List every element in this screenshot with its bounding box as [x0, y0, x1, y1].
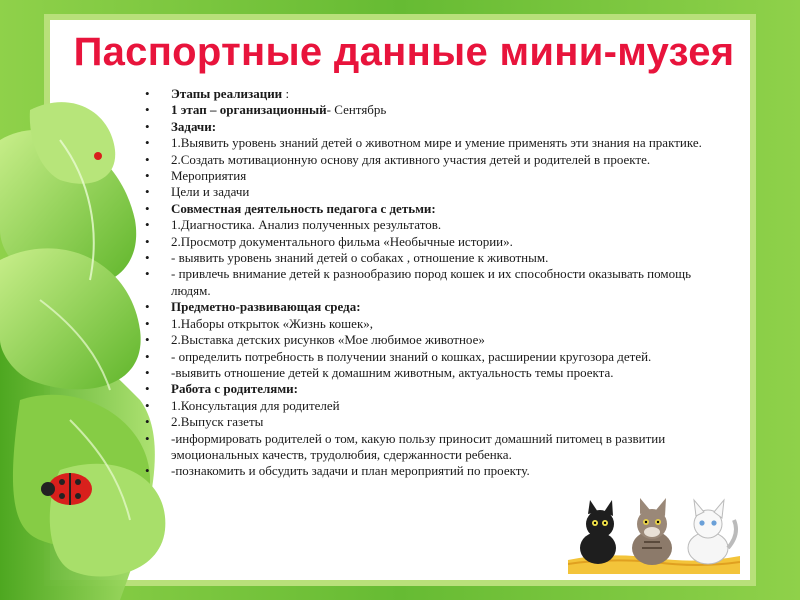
list-item: [145, 86, 730, 102]
list-item: [145, 135, 730, 151]
list-item-text: - определить потребность в получении знаний о кошках, расширении кругозора детей.: [171, 348, 652, 364]
list-item-text: - привлечь внимание детей к разнообразию пород кошек и их способности оказывать помощь людям.: [171, 266, 692, 298]
list-item: [145, 234, 730, 250]
list-item: [145, 119, 730, 135]
list-item-heading: Этапы реализации: [171, 86, 283, 101]
list-item: [145, 250, 730, 266]
list-item-text: 2.Выставка детских рисунков «Мое любимое животное»: [171, 332, 485, 348]
list-item: [145, 201, 730, 217]
list-item-text: -информировать родителей о том, какую пользу приносит домашний питомец в развитии эмоциональных качеств, трудолюбия, сдержанности ребенка.: [171, 430, 666, 462]
list-item: [145, 168, 730, 184]
list-item: [145, 398, 730, 414]
list-item-text: - Сентябрь: [326, 102, 387, 118]
list-item: [145, 431, 730, 464]
list-item: [145, 102, 730, 118]
list-item: [145, 381, 730, 397]
cats-illustration: [568, 490, 740, 574]
list-item-text: 1.Диагностика. Анализ полученных результатов.: [171, 217, 442, 233]
list-item: [145, 184, 730, 200]
list-item-heading: 1 этап – организационный: [171, 102, 327, 118]
list-item-text: 1.Наборы открыток «Жизнь кошек»,: [171, 315, 374, 331]
list-item: [145, 414, 730, 430]
list-item-heading: Предметно-развивающая среда:: [171, 299, 361, 315]
list-item-text: 1.Консультация для родителей: [171, 397, 340, 413]
list-item: [145, 299, 730, 315]
list-item: [145, 332, 730, 348]
list-item-text: Мероприятия: [171, 168, 247, 184]
list-item-text: Цели и задачи: [171, 184, 250, 200]
list-item-text: 2.Создать мотивационную основу для активного участия детей и родителей в проекте.: [171, 151, 651, 167]
list-item: [145, 463, 730, 479]
list-item-text: 2.Просмотр документального фильма «Необычные истории».: [171, 233, 513, 249]
list-item: [145, 316, 730, 332]
list-item-text: :: [282, 86, 290, 101]
list-item-text: -познакомить и обсудить задачи и план мероприятий по проекту.: [171, 463, 530, 479]
content-list: [145, 86, 730, 480]
list-item: [145, 349, 730, 365]
list-item-text: -выявить отношение детей к домашним животным, актуальность темы проекта.: [171, 364, 614, 380]
page-title: Паспортные данные мини-музея: [73, 30, 735, 74]
list-item: [145, 365, 730, 381]
list-item-heading: Задачи:: [171, 118, 217, 134]
list-item: [145, 152, 730, 168]
list-item-heading: Работа с родителями:: [171, 381, 298, 397]
list-item-text: 1.Выявить уровень знаний детей о животном мире и умение применять эти знания на практике.: [171, 135, 702, 151]
list-item-text: - выявить уровень знаний детей о собаках , отношение к животным.: [171, 250, 549, 266]
list-item: [145, 217, 730, 233]
list-item: [145, 266, 730, 299]
list-item-heading: Совместная деятельность педагога с детьми:: [171, 200, 436, 216]
list-item-text: 2.Выпуск газеты: [171, 414, 264, 430]
